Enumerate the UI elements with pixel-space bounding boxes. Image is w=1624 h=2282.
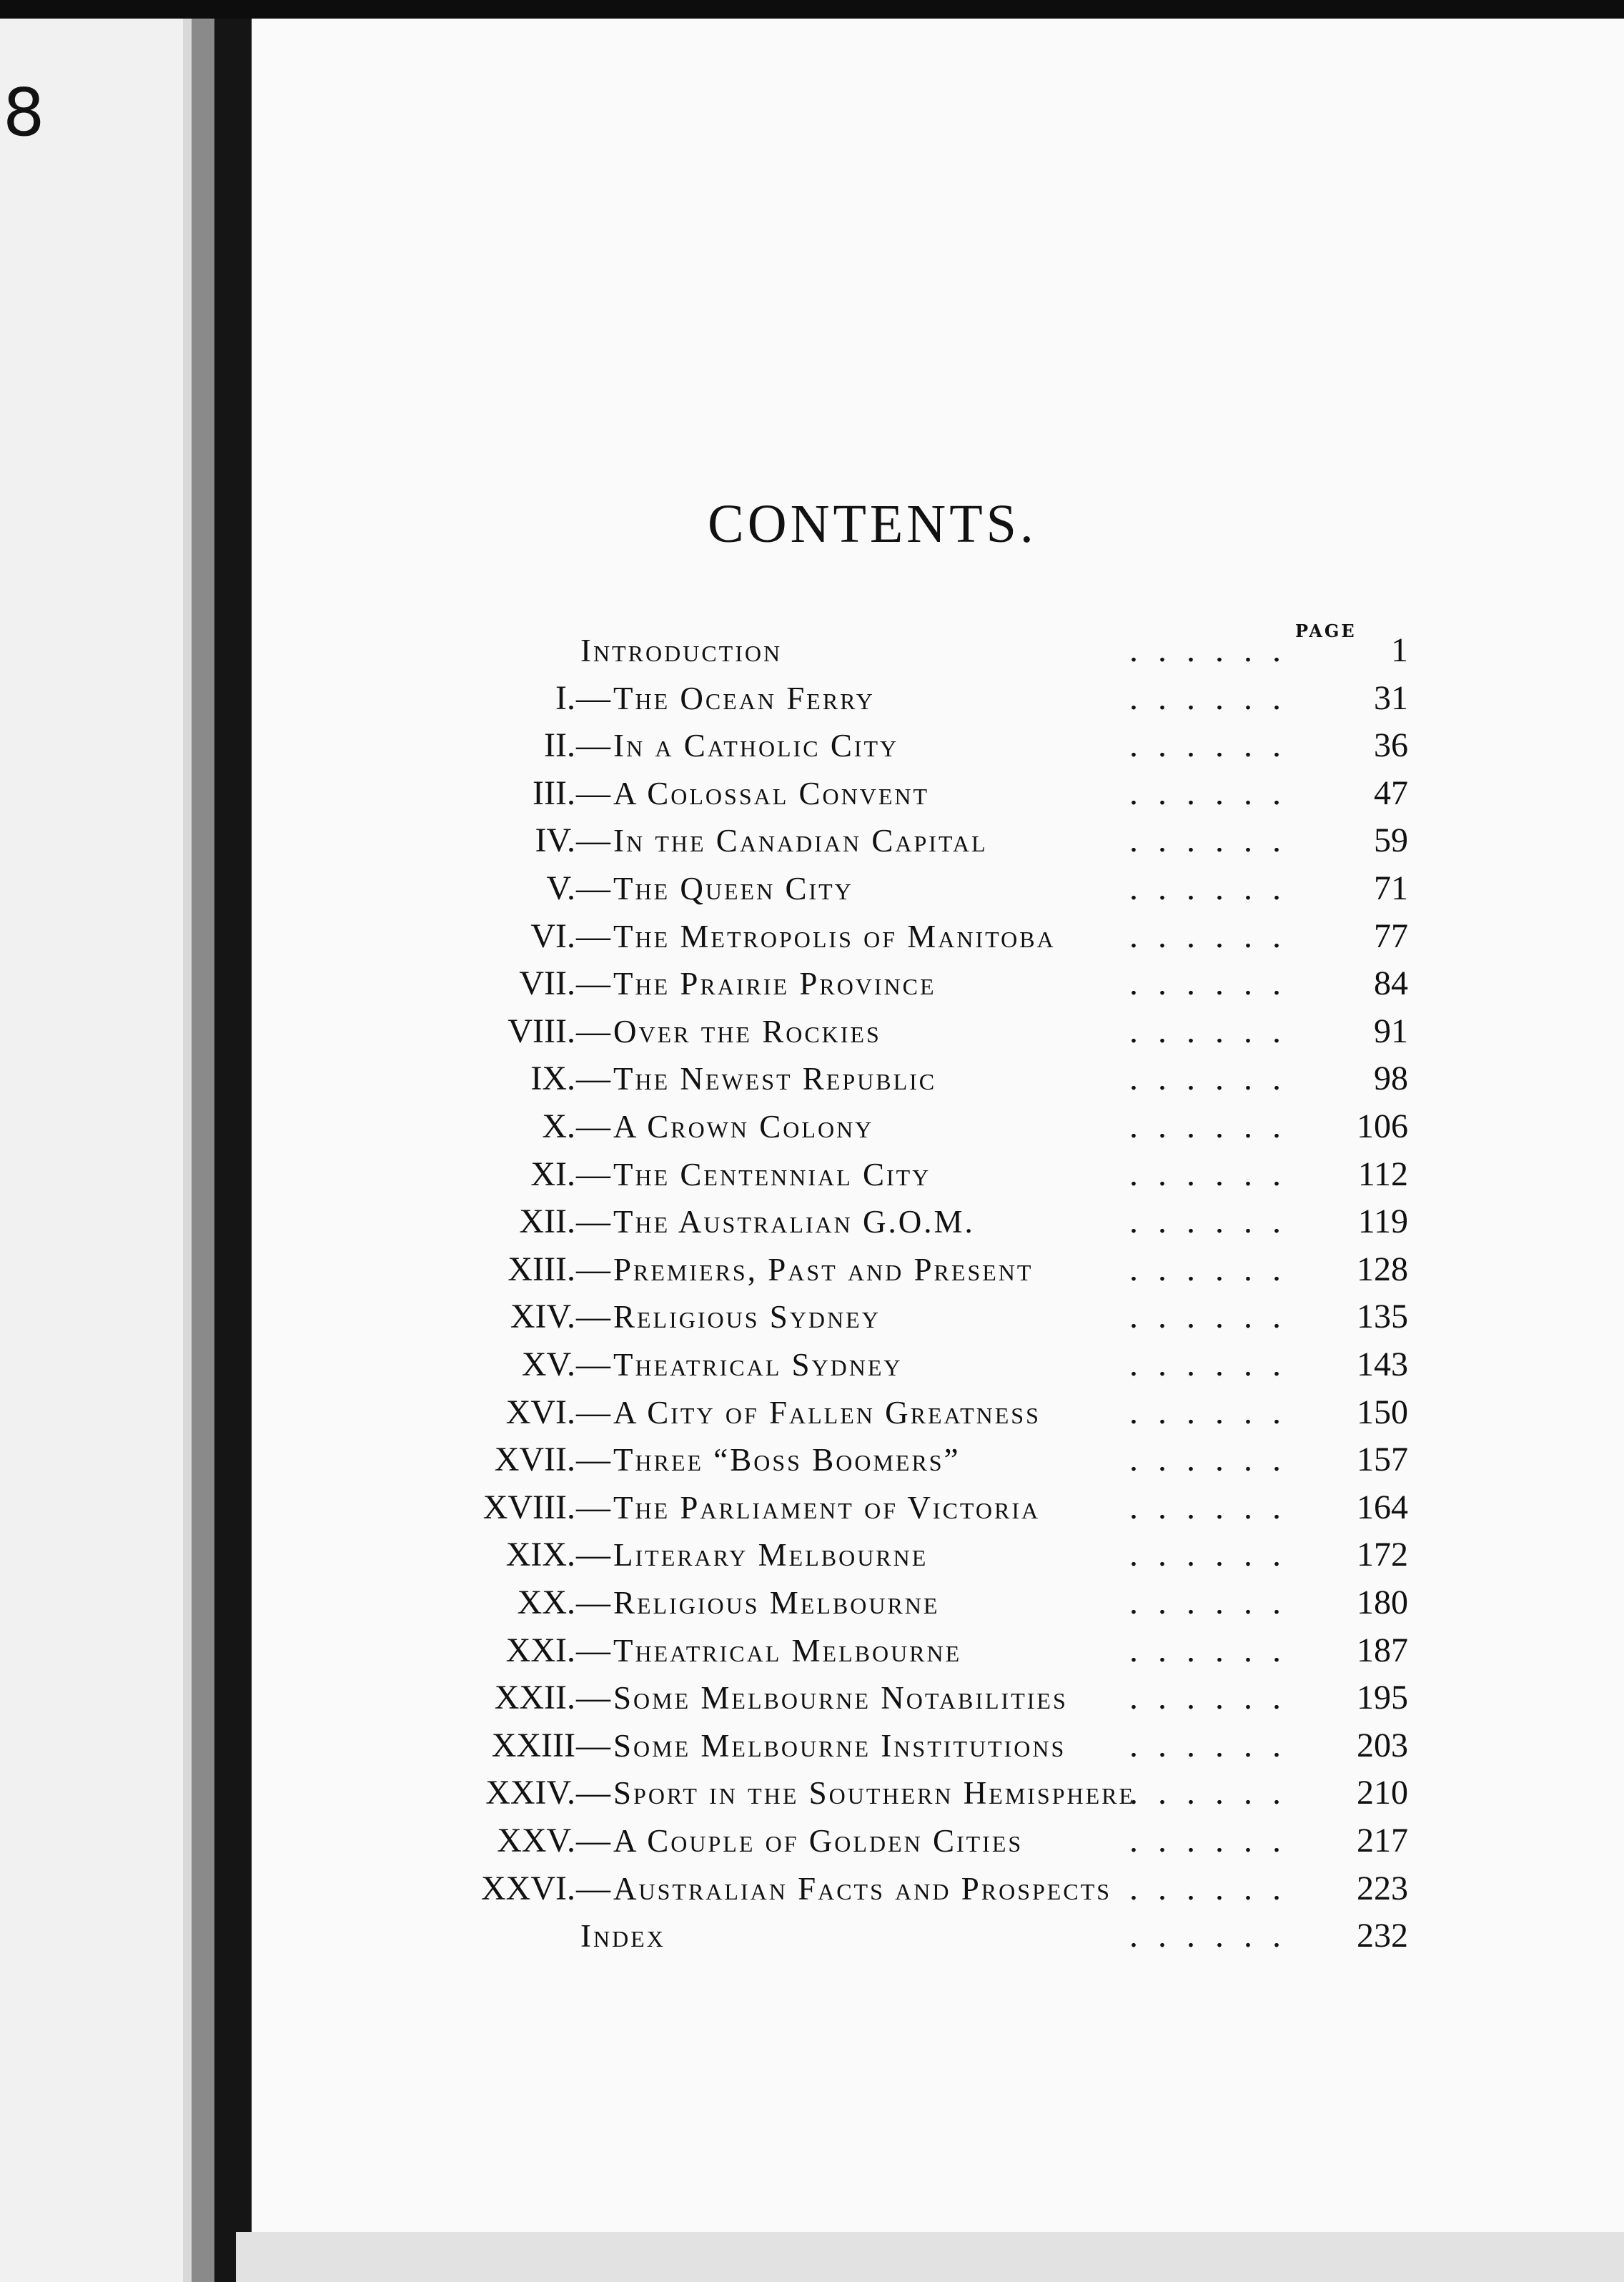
chapter-number: X. xyxy=(542,1107,575,1145)
em-dash: — xyxy=(576,1155,610,1193)
page-number: 150 xyxy=(1357,1393,1408,1431)
em-dash: — xyxy=(576,1488,610,1526)
chapter-title: The Prairie Province xyxy=(613,966,936,1002)
chapter-number: XI. xyxy=(530,1155,575,1193)
leader-dots: ...... xyxy=(1129,1202,1301,1241)
leader-dots: ...... xyxy=(1129,1060,1301,1098)
em-dash: — xyxy=(576,1584,610,1621)
toc-entry xyxy=(400,962,1408,1005)
chapter-title: The Parliament of Victoria xyxy=(613,1489,1041,1526)
scan-top-edge xyxy=(0,0,1624,19)
toc-entry xyxy=(400,1438,1408,1481)
leader-dots: ...... xyxy=(1129,774,1301,812)
chapter-number: XX. xyxy=(517,1584,575,1621)
page-number: 143 xyxy=(1357,1345,1408,1383)
leader-dots: ...... xyxy=(1129,869,1301,907)
leader-dots: ...... xyxy=(1129,1345,1301,1383)
toc-entry xyxy=(400,1581,1408,1624)
em-dash: — xyxy=(576,1869,610,1907)
toc-entry xyxy=(400,1629,1408,1672)
chapter-title: Three “Boss Boomers” xyxy=(613,1442,961,1478)
chapter-title: Theatrical Melbourne xyxy=(613,1632,962,1669)
toc-entry xyxy=(400,629,1408,672)
toc-entry xyxy=(400,1486,1408,1529)
chapter-title: Religious Melbourne xyxy=(613,1585,940,1621)
em-dash: — xyxy=(576,1393,610,1431)
chapter-title: Introduction xyxy=(580,633,783,668)
em-dash: — xyxy=(576,1679,610,1717)
em-dash: — xyxy=(576,1202,610,1241)
page-number: 135 xyxy=(1357,1298,1408,1336)
page-number: 172 xyxy=(1357,1536,1408,1574)
chapter-title: Some Melbourne Notabilities xyxy=(613,1680,1068,1717)
left-page xyxy=(0,19,192,2282)
chapter-number: XXI. xyxy=(505,1631,575,1669)
toc-entry xyxy=(400,1533,1408,1576)
chapter-title: A Couple of Golden Cities xyxy=(613,1823,1024,1859)
chapter-number: XIV. xyxy=(510,1298,575,1336)
toc-entry xyxy=(400,1819,1408,1862)
toc-entry xyxy=(400,1867,1408,1910)
toc-entry xyxy=(400,1200,1408,1243)
em-dash: — xyxy=(576,869,610,907)
page-number: 210 xyxy=(1357,1774,1408,1812)
chapter-number: XV. xyxy=(521,1345,575,1383)
page-number: 157 xyxy=(1357,1441,1408,1479)
chapter-number: IX. xyxy=(530,1060,575,1098)
contents-title: CONTENTS. xyxy=(708,494,1037,554)
chapter-title: A Colossal Convent xyxy=(613,775,930,811)
chapter-number: II. xyxy=(544,726,575,765)
em-dash: — xyxy=(576,964,610,1003)
em-dash: — xyxy=(576,821,610,860)
leader-dots: ...... xyxy=(1129,917,1301,955)
chapter-title: A Crown Colony xyxy=(613,1109,874,1145)
leader-dots: ...... xyxy=(1129,1155,1301,1193)
page-column-header: PAGE xyxy=(1295,621,1357,641)
chapter-number: XII. xyxy=(519,1202,575,1241)
chapter-number: XVIII. xyxy=(482,1488,575,1526)
chapter-number: XXII. xyxy=(494,1679,575,1717)
chapter-number: XXIII xyxy=(491,1726,575,1764)
em-dash: — xyxy=(576,1726,610,1764)
page-number: 47 xyxy=(1374,774,1408,812)
page-number: 217 xyxy=(1357,1822,1408,1859)
toc-entry xyxy=(400,724,1408,767)
leader-dots: ...... xyxy=(1129,1393,1301,1431)
em-dash: — xyxy=(576,1107,610,1145)
page-number: 106 xyxy=(1357,1107,1408,1145)
em-dash: — xyxy=(576,1631,610,1669)
em-dash: — xyxy=(576,1012,610,1050)
leader-dots: ...... xyxy=(1129,1822,1301,1859)
page-number: 195 xyxy=(1357,1679,1408,1717)
chapter-number: XXIV. xyxy=(485,1774,575,1812)
page-number: 180 xyxy=(1357,1584,1408,1621)
toc-entry xyxy=(400,819,1408,862)
page-number: 232 xyxy=(1357,1917,1408,1955)
page-number: 1 xyxy=(1391,631,1408,669)
leader-dots: ...... xyxy=(1129,1441,1301,1479)
leader-dots: ...... xyxy=(1129,821,1301,860)
toc-entry xyxy=(400,1391,1408,1434)
leader-dots: ...... xyxy=(1129,1012,1301,1050)
leader-dots: ...... xyxy=(1129,1679,1301,1717)
em-dash: — xyxy=(576,917,610,955)
chapter-title: In the Canadian Capital xyxy=(613,823,988,859)
toc-entry xyxy=(400,1105,1408,1148)
em-dash: — xyxy=(576,774,610,812)
page-number: 36 xyxy=(1374,726,1408,765)
page-number: 71 xyxy=(1374,869,1408,907)
leader-dots: ...... xyxy=(1129,678,1301,717)
leader-dots: ...... xyxy=(1129,1917,1301,1955)
chapter-title: The Newest Republic xyxy=(613,1061,937,1097)
book-spine xyxy=(214,19,252,2282)
toc-entry xyxy=(400,772,1408,815)
chapter-number: V. xyxy=(546,869,575,907)
em-dash: — xyxy=(576,1441,610,1479)
chapter-title: A City of Fallen Greatness xyxy=(613,1394,1041,1431)
em-dash: — xyxy=(576,1298,610,1336)
page-number: 203 xyxy=(1357,1726,1408,1764)
leader-dots: ...... xyxy=(1129,1536,1301,1574)
page-number: 112 xyxy=(1357,1155,1408,1193)
leader-dots: ...... xyxy=(1129,964,1301,1003)
toc-entry xyxy=(400,1343,1408,1386)
em-dash: — xyxy=(576,678,610,717)
leader-dots: ...... xyxy=(1129,1107,1301,1145)
chapter-number: IV. xyxy=(535,821,575,860)
toc-entry xyxy=(400,1295,1408,1338)
toc-entry xyxy=(400,1772,1408,1814)
toc-entry xyxy=(400,867,1408,910)
chapter-title: Literary Melbourne xyxy=(613,1537,929,1574)
chapter-number: XVII. xyxy=(494,1441,575,1479)
page-number: 98 xyxy=(1374,1060,1408,1098)
chapter-title: Australian Facts and Prospects xyxy=(613,1870,1112,1907)
chapter-number: VII. xyxy=(519,964,575,1003)
chapter-title: In a Catholic City xyxy=(613,728,899,764)
chapter-title: Sport in the Southern Hemisphere xyxy=(613,1775,1136,1812)
chapter-title: Theatrical Sydney xyxy=(613,1347,903,1383)
chapter-title: The Australian G.O.M. xyxy=(613,1204,975,1240)
page-number: 84 xyxy=(1374,964,1408,1003)
chapter-number: XIII. xyxy=(508,1250,575,1288)
leader-dots: ...... xyxy=(1129,1726,1301,1764)
leader-dots: ...... xyxy=(1129,1584,1301,1621)
chapter-number: III. xyxy=(533,774,575,812)
leader-dots: ...... xyxy=(1129,1488,1301,1526)
chapter-number: XXV. xyxy=(497,1822,575,1859)
toc-entry xyxy=(400,1153,1408,1196)
leader-dots: ...... xyxy=(1129,1298,1301,1336)
page-number: 128 xyxy=(1357,1250,1408,1288)
chapter-title: Some Melbourne Institutions xyxy=(613,1727,1066,1764)
leader-dots: ...... xyxy=(1129,1631,1301,1669)
chapter-title: Index xyxy=(580,1918,665,1955)
em-dash: — xyxy=(576,726,610,765)
em-dash: — xyxy=(576,1536,610,1574)
chapter-title: The Queen City xyxy=(613,871,853,907)
page-number: 91 xyxy=(1374,1012,1408,1050)
toc-entry xyxy=(400,1676,1408,1719)
em-dash: — xyxy=(576,1250,610,1288)
em-dash: — xyxy=(576,1345,610,1383)
chapter-title: Over the Rockies xyxy=(613,1013,881,1049)
toc-entry xyxy=(400,1057,1408,1100)
page-number: 164 xyxy=(1357,1488,1408,1526)
chapter-title: The Centennial City xyxy=(613,1156,931,1192)
leader-dots: ...... xyxy=(1129,726,1301,765)
leader-dots: ...... xyxy=(1129,1250,1301,1288)
chapter-number: XIX. xyxy=(505,1536,575,1574)
page-number: 59 xyxy=(1374,821,1408,860)
leader-dots: ...... xyxy=(1129,1869,1301,1907)
em-dash: — xyxy=(576,1774,610,1812)
leader-dots: ...... xyxy=(1129,1774,1301,1812)
chapter-title: Religious Sydney xyxy=(613,1299,881,1335)
chapter-title: Premiers, Past and Present xyxy=(613,1251,1034,1288)
toc-entry xyxy=(400,1248,1408,1291)
toc-entry xyxy=(400,1915,1408,1957)
page-number: 223 xyxy=(1357,1869,1408,1907)
toc-entry xyxy=(400,1010,1408,1053)
page-number: 31 xyxy=(1374,678,1408,717)
chapter-number: I. xyxy=(555,678,575,717)
em-dash: — xyxy=(576,1060,610,1098)
chapter-title: The Metropolis of Manitoba xyxy=(613,918,1056,954)
chapter-number: VIII. xyxy=(508,1012,575,1050)
toc-entry xyxy=(400,1724,1408,1767)
chapter-title: The Ocean Ferry xyxy=(613,680,875,716)
page-number: 187 xyxy=(1357,1631,1408,1669)
chapter-number: XXVI. xyxy=(481,1869,575,1907)
toc-entry xyxy=(400,915,1408,958)
toc-entry xyxy=(400,677,1408,720)
page-bottom-edge xyxy=(236,2232,1624,2282)
page-number: 77 xyxy=(1374,917,1408,955)
em-dash: — xyxy=(576,1822,610,1859)
chapter-number: XVI. xyxy=(505,1393,575,1431)
left-page-edge xyxy=(183,19,192,2282)
chapter-number: VI. xyxy=(530,917,575,955)
leader-dots: ...... xyxy=(1129,631,1301,669)
book-gutter xyxy=(192,19,214,2282)
page-number: 119 xyxy=(1357,1202,1408,1241)
left-page-number: 8 xyxy=(3,74,45,151)
